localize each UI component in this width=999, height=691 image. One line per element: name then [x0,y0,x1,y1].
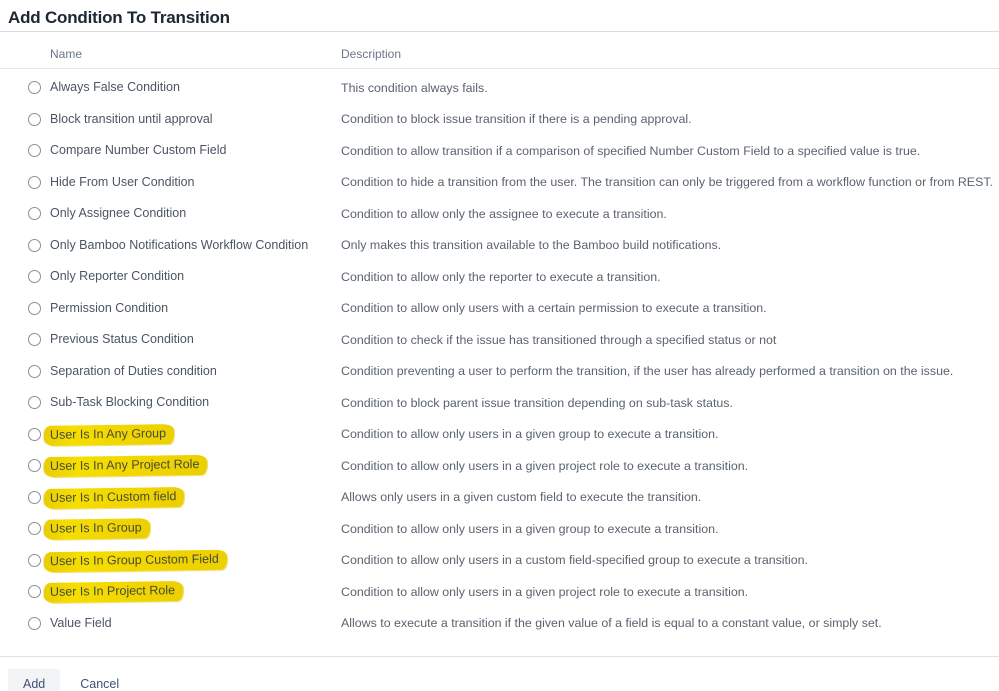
radio-button[interactable] [28,113,41,126]
table-row [0,419,999,451]
table-row [0,513,999,545]
table-row [0,72,999,104]
condition-description: Condition to block parent issue transition depending on sub-task status. [341,395,733,410]
table-row [0,545,999,577]
radio-button[interactable] [28,585,41,598]
radio-button[interactable] [28,522,41,535]
condition-name-cell [41,175,341,190]
condition-name-cell [41,332,341,347]
condition-name-cell [41,521,341,536]
radio-button[interactable] [28,333,41,346]
condition-name: Only Assignee Condition [50,206,187,221]
table-row [0,387,999,419]
radio-button[interactable] [28,459,41,472]
condition-name-cell [41,490,341,505]
radio-button[interactable] [28,270,41,283]
dialog-footer [0,657,999,691]
table-row [0,356,999,388]
condition-name: Value Field [50,615,112,630]
condition-name: Block transition until approval [50,111,213,126]
cancel-button[interactable]: Cancel [80,677,120,691]
column-header-name: Name [50,47,83,61]
radio-button[interactable] [28,554,41,567]
condition-name: Hide From User Condition [50,174,195,189]
condition-description: Condition to allow transition if a comparison of specified Number Custom Field to a specified value is true. [341,143,921,158]
table-row [0,608,999,640]
radio-button[interactable] [28,302,41,315]
condition-description: Condition to allow only users with a certain permission to execute a transition. [341,301,767,316]
radio-button[interactable] [28,396,41,409]
table-row [0,198,999,230]
radio-button[interactable] [28,617,41,630]
condition-name: User Is In Group Custom Field [44,549,227,572]
condition-name-cell [41,301,341,316]
condition-name-cell [41,143,341,158]
condition-description: Only makes this transition available to the Bamboo build notifications. [341,238,722,253]
condition-description: Condition preventing a user to perform the transition, if the user has already performed a transition on the issue. [341,364,954,379]
condition-name-cell [41,80,341,95]
radio-button[interactable] [28,239,41,252]
table-row [0,293,999,325]
condition-name-cell [41,269,341,284]
table-row [0,450,999,482]
condition-name: User Is In Any Project Role [44,455,208,477]
conditions-list [0,69,999,639]
table-row [0,261,999,293]
add-button[interactable]: Add [8,669,60,691]
condition-name-cell [41,112,341,127]
page-title: Add Condition To Transition [8,8,230,27]
condition-description: Condition to allow only users in a given group to execute a transition. [341,427,719,442]
radio-button[interactable] [28,365,41,378]
condition-name: Separation of Duties condition [50,363,217,378]
condition-name: User Is In Custom field [44,487,185,509]
condition-name: User Is In Any Group [44,424,174,446]
condition-name-cell [41,395,341,410]
radio-button[interactable] [28,144,41,157]
radio-button[interactable] [28,428,41,441]
radio-button[interactable] [28,81,41,94]
radio-button[interactable] [28,207,41,220]
condition-name: Only Bamboo Notifications Workflow Condition [50,237,309,252]
condition-description: Condition to allow only users in a given project role to execute a transition. [341,458,749,473]
condition-name: Sub-Task Blocking Condition [50,395,210,410]
condition-name: Previous Status Condition [50,332,194,347]
condition-description: This condition always fails. [341,80,488,95]
table-row [0,104,999,136]
radio-button[interactable] [28,176,41,189]
condition-name-cell [41,553,341,568]
table-row [0,135,999,167]
condition-description: Condition to allow only users in a given project role to execute a transition. [341,584,749,599]
condition-name: Only Reporter Condition [50,269,185,284]
table-row [0,576,999,608]
radio-button[interactable] [28,491,41,504]
condition-name-cell [41,458,341,473]
condition-description: Condition to block issue transition if there is a pending approval. [341,112,692,127]
condition-name: User Is In Group [44,519,150,540]
condition-name: Always False Condition [50,80,180,95]
title-divider [0,31,999,32]
condition-name: User Is In Project Role [44,581,183,603]
condition-description: Condition to hide a transition from the user. The transition can only be triggered from a workflow function or from REST. [341,175,993,190]
condition-name: Compare Number Custom Field [50,143,227,158]
condition-name: Permission Condition [50,300,169,315]
condition-name-cell [41,616,341,631]
condition-name-cell [41,364,341,379]
condition-name-cell [41,238,341,253]
condition-description: Condition to check if the issue has transitioned through a specified status or not [341,332,777,347]
table-row [0,167,999,199]
column-header-description: Description [341,47,402,61]
table-row [0,482,999,514]
condition-name-cell [41,427,341,442]
condition-description: Allows to execute a transition if the given value of a field is equal to a constant value, or simply set. [341,616,882,631]
table-row [0,324,999,356]
condition-description: Condition to allow only users in a given group to execute a transition. [341,521,719,536]
table-row [0,230,999,262]
condition-description: Condition to allow only the reporter to execute a transition. [341,269,661,284]
condition-description: Condition to allow only users in a custom field-specified group to execute a transition. [341,553,808,568]
condition-name-cell [41,206,341,221]
condition-description: Allows only users in a given custom field to execute the transition. [341,490,702,505]
condition-name-cell [41,584,341,599]
condition-description: Condition to allow only the assignee to execute a transition. [341,206,667,221]
table-header [0,47,999,62]
